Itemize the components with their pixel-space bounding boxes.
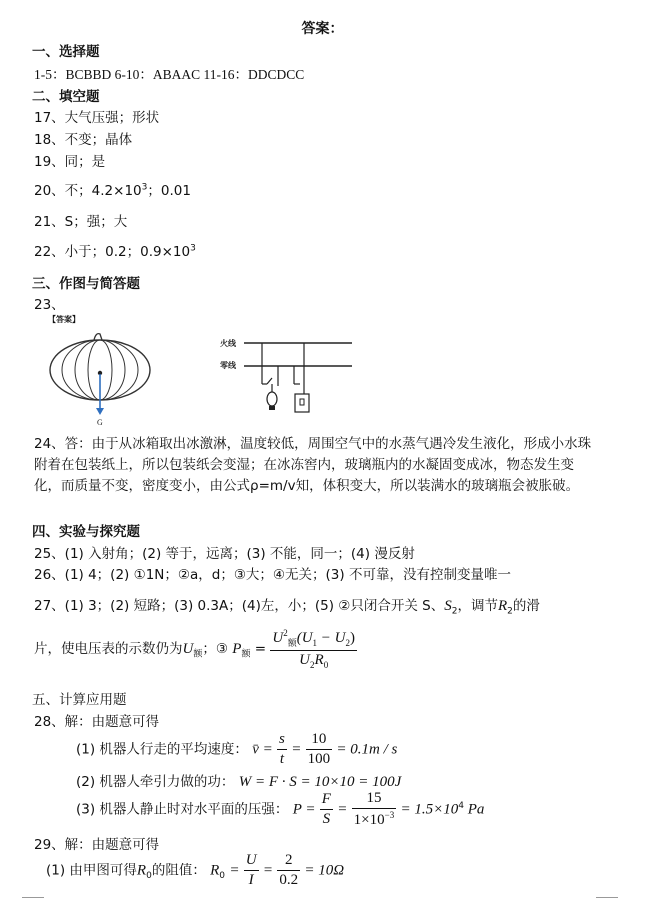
answer-20-part-a: 20、不；4.2×10: [34, 183, 142, 199]
frac-6-num: 2: [277, 852, 300, 871]
page-title: 答案：: [301, 21, 344, 37]
answer-29-1: (1) 由甲图可得$R_0$的阻值： $R_0$ = $\frac{U}{I}$ = $\frac{2}{0.2}$ = 10Ω: [46, 852, 345, 888]
lamp-switch: [267, 378, 272, 384]
answer-26: 26、(1) 4；(2) ①1N；②a，d；③大；④无关；(3) 不可靠，没有控制变量唯一: [34, 567, 511, 583]
answer-27-text-d: 片，使电压表的示数仍为: [34, 641, 183, 657]
pumpkin-stem: [94, 334, 102, 340]
frac-4-den-base: 1×10: [353, 812, 385, 828]
answer-27-u-rated: U: [182, 641, 194, 657]
answer-28-1-lhs: v̄ =: [252, 741, 273, 758]
answer-28-1-frac-1: [277, 731, 287, 768]
answer-28-1: (1) 机器人行走的平均速度： v̄ = $\frac{s}{t}$ = $\frac{10}{100}$ = 0.1m / s: [76, 731, 398, 767]
answer-27-p-rated-sub: 额: [241, 649, 251, 660]
answer-20: [34, 179, 191, 199]
answer-29-1-r-sub: 0: [146, 871, 152, 882]
answer-28-3-result-exp: 4: [458, 801, 464, 811]
answer-27-resistor: R: [497, 598, 508, 614]
answer-17: 17、大气压强；形状: [34, 110, 160, 126]
lamp-base: [269, 406, 275, 410]
answer-27-denominator: [270, 651, 357, 670]
answer-28-3: (3) 机器人静止时对水平面的压强： P = $\frac{F}{S}$ = $\frac{15}{1\times 10^{-3}}$ = $1.5\times 10^4$ Pa: [76, 790, 485, 828]
num-u2-sub: 2: [345, 638, 351, 648]
footer-mark-right: [596, 897, 618, 898]
answer-28: 28、解：由题意可得: [34, 714, 160, 730]
answer-29-1-text-b: 的阻值：: [151, 862, 206, 879]
frac-4-den: [352, 809, 397, 829]
answer-28-3-frac-2: [352, 790, 397, 829]
frac-5-num: U: [244, 852, 259, 871]
answer-19: 19、同；是: [34, 154, 106, 170]
answer-28-1-frac-2: [306, 731, 333, 768]
answer-27-fraction: [270, 628, 357, 670]
frac-3-num: F: [320, 791, 333, 810]
footer-mark-left: [22, 897, 44, 898]
answer-29-1-lhs-sub: 0: [219, 871, 226, 882]
household-circuit-figure: [212, 326, 357, 424]
den-u2: U: [299, 652, 311, 668]
answer-28-3-lhs: P =: [292, 801, 316, 818]
frac-3-den: S: [322, 811, 331, 827]
answer-29-1-frac-2: [277, 852, 300, 889]
answer-29: 29、解：由题意可得: [34, 837, 160, 853]
num-u2: − U: [317, 630, 346, 646]
num-close: ): [350, 630, 356, 646]
frac-4-den-exp: −3: [384, 810, 395, 820]
den-u2-sub: 2: [310, 660, 315, 670]
answer-22-part-a: 22、小于；0.2；0.9×10: [34, 244, 191, 260]
answer-27-line-1: [34, 594, 540, 617]
gravity-label: G: [97, 418, 103, 427]
socket-hole: [300, 399, 304, 405]
num-u: U: [272, 630, 284, 646]
answer-27-switch-sub: 2: [451, 606, 458, 617]
choice-answers: 1-5：BCBBD 6-10：ABAAC 11-16：DDCDCC: [34, 67, 305, 82]
num-u-sup: 2: [283, 628, 288, 638]
frac-2-num: 10: [306, 731, 333, 750]
answer-27-text-c: 的滑: [512, 598, 540, 614]
frac-2-den: 100: [307, 751, 331, 767]
section-heading-drawing: 三、作图与简答题: [32, 276, 140, 292]
frac-1-den: t: [279, 751, 285, 767]
section-heading-calculation: 五、计算应用题: [32, 692, 127, 708]
answer-28-1-result: = 0.1m / s: [336, 741, 398, 758]
section-heading-choice: 一、选择题: [32, 44, 100, 60]
socket-box: [295, 394, 309, 412]
answer-22: [34, 240, 196, 260]
answer-22-exponent: 3: [190, 243, 196, 254]
gravity-arrow-head: [96, 408, 104, 415]
answer-29-1-result: = 10Ω: [304, 862, 345, 879]
lamp-bulb: [267, 392, 277, 406]
num-u1: (U: [296, 630, 313, 646]
answer-27-line-2: [34, 628, 357, 670]
answer-18: 18、不变；晶体: [34, 132, 133, 148]
answer-27-switch: S: [444, 598, 452, 614]
answer-27-p-rated: P: [232, 641, 242, 657]
neutral-wire-label: 零线: [220, 361, 236, 370]
answer-tag: 【答案】: [48, 315, 80, 324]
answer-27-text-e: ；③: [202, 641, 228, 657]
answer-28-2: [76, 770, 401, 791]
answer-21: 21、S；强；大: [34, 214, 128, 230]
answer-29-1-lhs-r: R: [210, 862, 220, 879]
answer-28-3-result-unit: Pa: [464, 801, 485, 818]
answer-27-resistor-sub: 2: [507, 606, 513, 617]
answer-29-1-frac-1: [244, 852, 259, 889]
answer-27-u-rated-sub: 额: [193, 649, 203, 660]
num-u-sub: 额: [287, 638, 297, 648]
answer-20-part-b: ；0.01: [147, 183, 191, 199]
answer-28-2-text: (2) 机器人牵引力做的功：: [76, 774, 235, 790]
answer-28-2-formula: W = F · S = 10×10 = 100J: [238, 774, 402, 790]
answer-27-numerator: [270, 628, 357, 651]
answer-27-text-b: ，调节: [457, 598, 498, 614]
frac-4-num: 15: [352, 790, 397, 809]
answer-29-1-r: R: [136, 862, 147, 879]
answer-27-equals: =: [254, 641, 267, 657]
answer-24: 24、答：由于从冰箱取出冰激淋，温度较低，周围空气中的水蒸气遇冷发生液化，形成小水珠附着在包装纸上，所以包装纸会变湿；在冰冻窖内，玻璃瓶内的水凝固变成冰，物态发生变化，而质量不变，密度变小，由公式ρ=m/v知，体积变大，所以装满水的玻璃瓶会被胀破。: [34, 436, 592, 494]
live-wire-label: 火线: [220, 339, 236, 348]
answer-28-3-text: (3) 机器人静止时对水平面的压强：: [76, 801, 289, 818]
answer-28-1-text: (1) 机器人行走的平均速度：: [76, 741, 248, 758]
answer-28-3-frac-1: [320, 791, 333, 828]
den-r0-sub: 0: [323, 660, 329, 670]
frac-6-den: 0.2: [279, 872, 299, 888]
section-heading-experiment: 四、实验与探究题: [32, 524, 140, 540]
frac-5-den: I: [248, 872, 254, 888]
frac-1-num: s: [277, 731, 287, 750]
answer-27-text-a: 27、(1) 3；(2) 短路；(3) 0.3A；(4)左，小；(5) ②只闭合开关 S、: [34, 598, 445, 614]
answer-23: 23、: [34, 297, 65, 313]
answer-29-1-text-a: (1) 由甲图可得: [46, 862, 137, 879]
num-u1-sub: 1: [312, 638, 318, 648]
pumpkin-gravity-figure: [44, 328, 184, 428]
den-r0: R: [314, 652, 324, 668]
answer-20-exponent: 3: [141, 182, 148, 193]
answer-25: 25、(1) 入射角；(2) 等于，远离；(3) 不能，同一；(4) 漫反射: [34, 546, 415, 562]
section-heading-fill: 二、填空题: [32, 89, 100, 105]
answer-28-3-result-a: = 1.5×10: [400, 801, 459, 818]
